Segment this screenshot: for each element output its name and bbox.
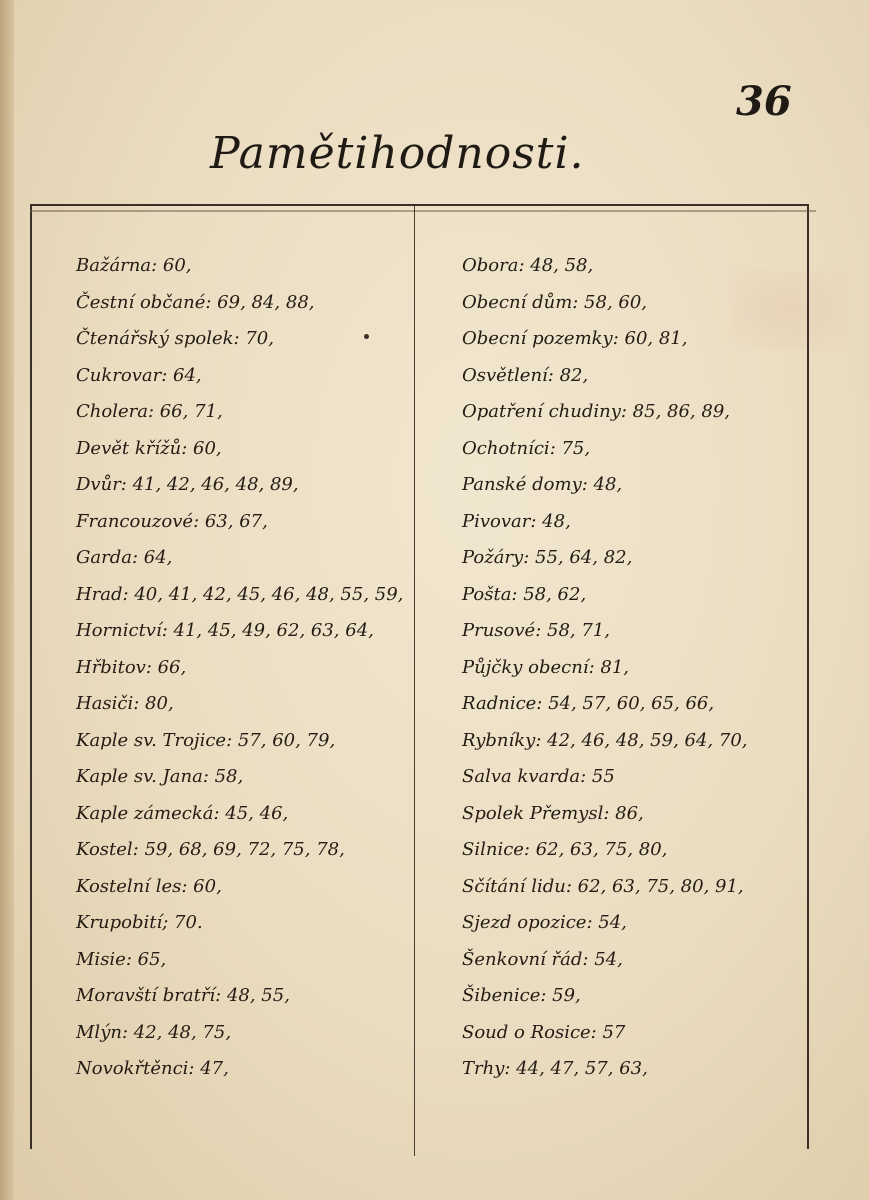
index-entry: Spolek Přemysl: 86,	[462, 802, 644, 824]
index-entry: Osvětlení: 82,	[462, 364, 589, 386]
index-entry: Prusové: 58, 71,	[462, 620, 610, 641]
index-entry: Hřbitov: 66,	[76, 656, 187, 678]
index-entry: Rybníky: 42, 46, 48, 59, 64, 70,	[462, 729, 748, 751]
index-entry: Pivovar: 48,	[462, 510, 571, 532]
index-entry: Ochotníci: 75,	[462, 437, 591, 459]
index-entry: Cholera: 66, 71,	[76, 401, 223, 422]
index-entry: Kaple zámecká: 45, 46,	[76, 802, 289, 824]
index-entry: Kaple sv. Jana: 58,	[76, 766, 244, 787]
index-entry: Silnice: 62, 63, 75, 80,	[462, 839, 668, 860]
index-entry: Pošta: 58, 62,	[462, 583, 587, 605]
page-number: 36	[736, 78, 792, 125]
index-entry: Francouzové: 63, 67,	[76, 510, 268, 532]
index-entry: Sčítání lidu: 62, 63, 75, 80, 91,	[462, 875, 744, 897]
index-entry: Panské domy: 48,	[462, 474, 623, 495]
index-entry: Kaple sv. Trojice: 57, 60, 79,	[76, 729, 336, 751]
index-entry: Garda: 64,	[76, 547, 173, 568]
index-entry: Novokřtěnci: 47,	[76, 1058, 229, 1079]
index-entry: Soud o Rosice: 57	[462, 1021, 626, 1043]
index-entry: Šenkovní řád: 54,	[462, 948, 623, 970]
index-entry: Požáry: 55, 64, 82,	[462, 547, 633, 568]
index-entry: Obecní pozemky: 60, 81,	[462, 328, 688, 349]
index-entry: Devět křížů: 60,	[76, 437, 222, 459]
index-entry: Moravští bratří: 48, 55,	[76, 985, 290, 1006]
index-entry: Bažárna: 60,	[76, 255, 192, 276]
index-entry: Mlýn: 42, 48, 75,	[76, 1021, 232, 1043]
index-entry: Půjčky obecní: 81,	[462, 656, 630, 678]
index-entry: Hornictví: 41, 45, 49, 62, 63, 64,	[76, 620, 374, 641]
index-entry: Cukrovar: 64,	[76, 364, 202, 386]
index-entry: Misie: 65,	[76, 948, 167, 970]
index-entry: Čestní občané: 69, 84, 88,	[76, 291, 315, 313]
index-entry: Hasiči: 80,	[76, 693, 174, 714]
right-index-column	[462, 248, 802, 1088]
index-entry: Obora: 48, 58,	[462, 255, 594, 276]
index-entry: Opatření chudiny: 85, 86, 89,	[462, 401, 730, 422]
index-entry: Čtenářský spolek: 70,	[76, 328, 274, 349]
index-entry: Krupobití; 70.	[76, 912, 203, 933]
column-divider	[414, 206, 415, 1156]
index-entry: Radnice: 54, 57, 60, 65, 66,	[462, 693, 715, 714]
index-entry: Sjezd opozice: 54,	[462, 912, 627, 933]
index-entry: Šibenice: 59,	[462, 985, 581, 1006]
frame-double-line	[30, 210, 816, 212]
index-entry: Kostel: 59, 68, 69, 72, 75, 78,	[76, 839, 345, 860]
page-title: Pamětihodnosti.	[210, 128, 585, 179]
page-binding-edge	[0, 0, 14, 1200]
index-entry: Obecní dům: 58, 60,	[462, 291, 648, 313]
index-entry: Hrad: 40, 41, 42, 45, 46, 48, 55, 59,	[76, 583, 404, 605]
index-entry: Kostelní les: 60,	[76, 875, 222, 897]
index-entry: Salva kvarda: 55	[462, 766, 615, 787]
index-entry: Trhy: 44, 47, 57, 63,	[462, 1058, 648, 1079]
index-entry: Dvůr: 41, 42, 46, 48, 89,	[76, 474, 299, 495]
left-index-column	[76, 248, 412, 1088]
